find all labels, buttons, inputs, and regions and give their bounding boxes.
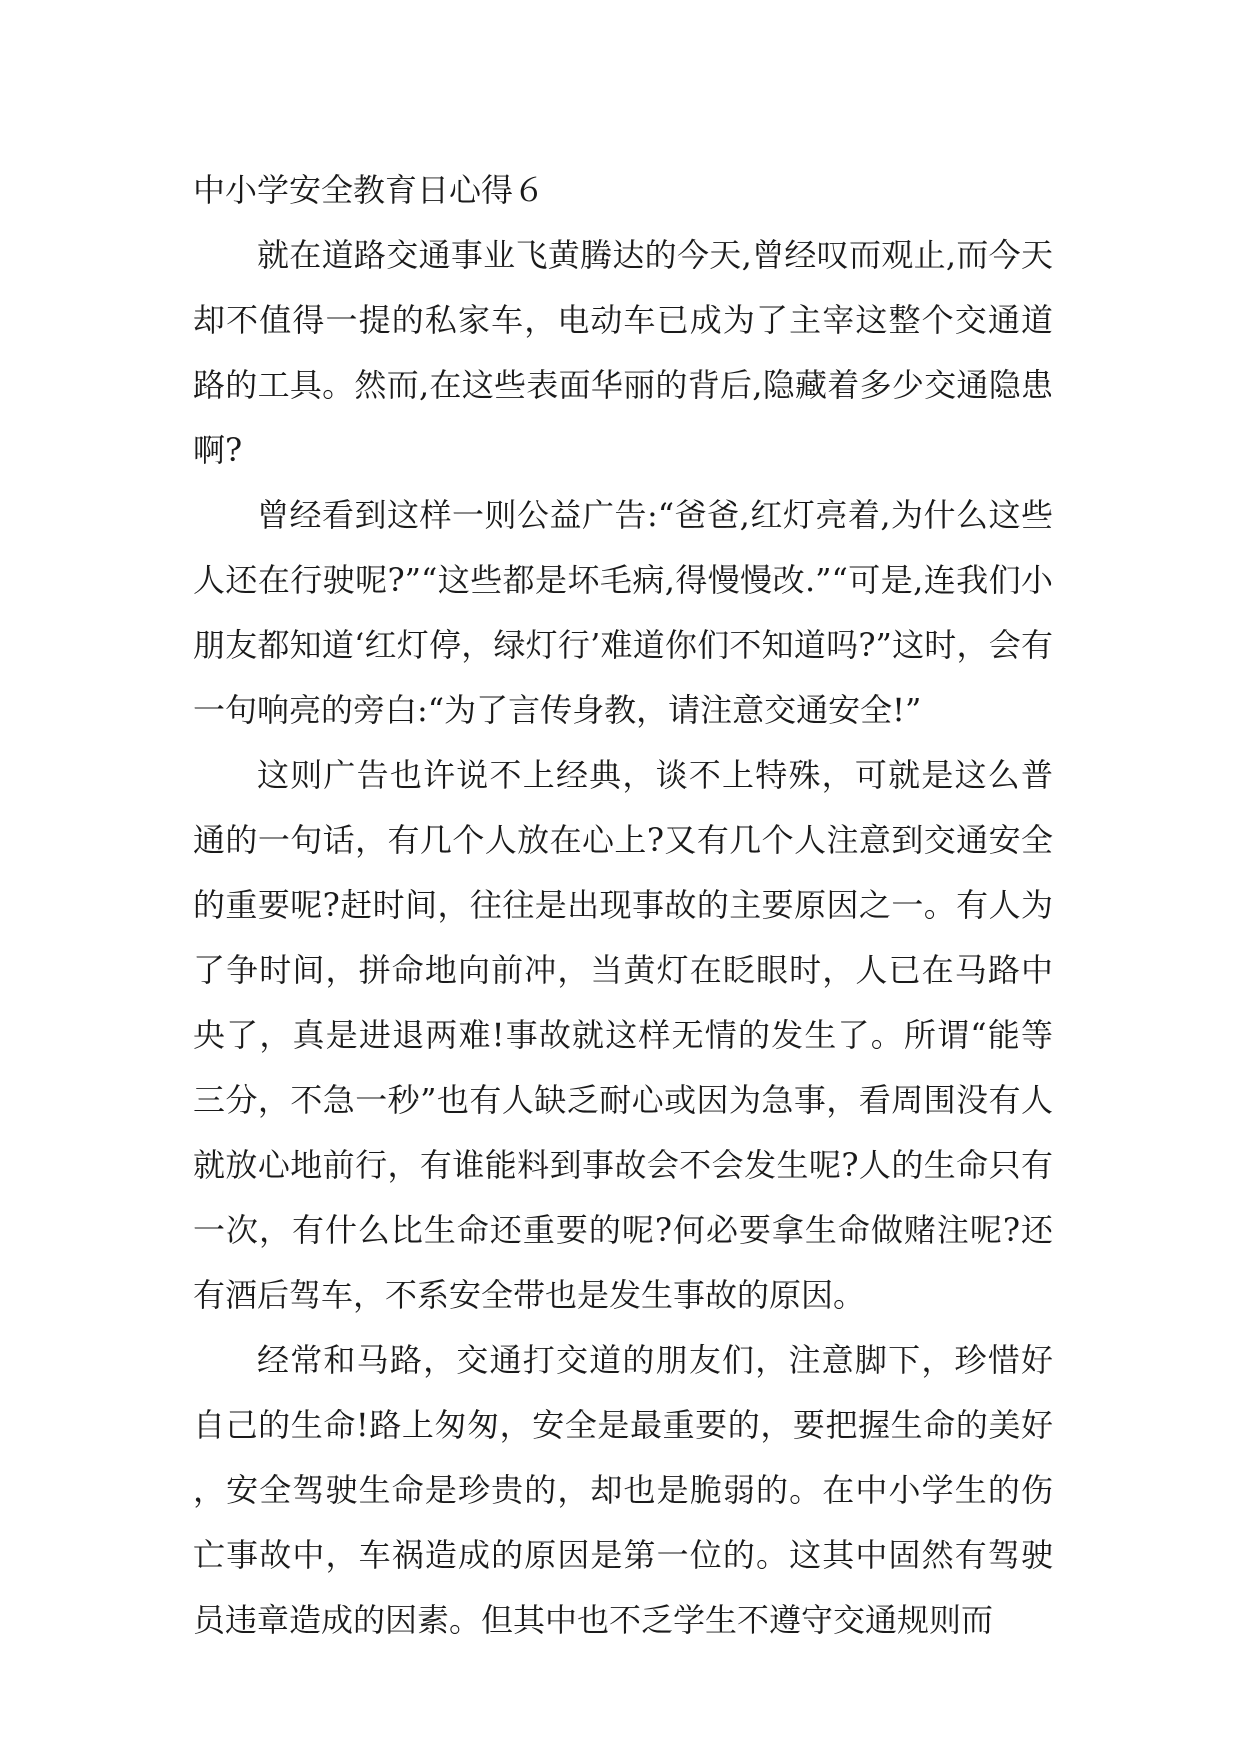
paragraph-2: 曾经看到这样一则公益广告:“爸爸,红灯亮着,为什么这些人还在行驶呢?”“这些都是坏毛病,得慢慢改.”“可是,连我们小朋友都知道‘红灯停，绿灯行’难道你们不知道吗?”这时，会有一句响亮的旁白:“为了言传身教，请注意交通安全!” xyxy=(193,496,1053,729)
paragraph-1: 就在道路交通事业飞黄腾达的今天,曾经叹而观止,而今天却不值得一提的私家车，电动车已成为了主宰这整个交通道路的工具。然而,在这些表面华丽的背后,隐藏着多少交通隐患啊? xyxy=(193,236,1053,469)
paragraph-4: 经常和马路，交通打交道的朋友们，注意脚下，珍惜好自己的生命!路上匆匆，安全是最重要的，要把握生命的美好，安全驾驶生命是珍贵的，却也是脆弱的。在中小学生的伤亡事故中，车祸造成的原因是第一位的。这其中固然有驾驶员违章造成的因素。但其中也不乏学生不遵守交通规则而 xyxy=(193,1341,1053,1639)
document-body xyxy=(193,158,1053,1653)
paragraph-3: 这则广告也许说不上经典，谈不上特殊，可就是这么普通的一句话，有几个人放在心上?又有几个人注意到交通安全的重要呢?赶时间，往往是出现事故的主要原因之一。有人为了争时间，拼命地向前冲，当黄灯在眨眼时，人已在马路中央了，真是进退两难!事故就这样无情的发生了。所谓“能等三分，不急一秒”也有人缺乏耐心或因为急事，看周围没有人就放心地前行，有谁能料到事故会不会发生呢?人的生命只有一次，有什么比生命还重要的呢?何必要拿生命做赌注呢?还有酒后驾车，不系安全带也是发生事故的原因。 xyxy=(193,756,1053,1314)
document-title: 中小学安全教育日心得６ xyxy=(193,171,546,209)
